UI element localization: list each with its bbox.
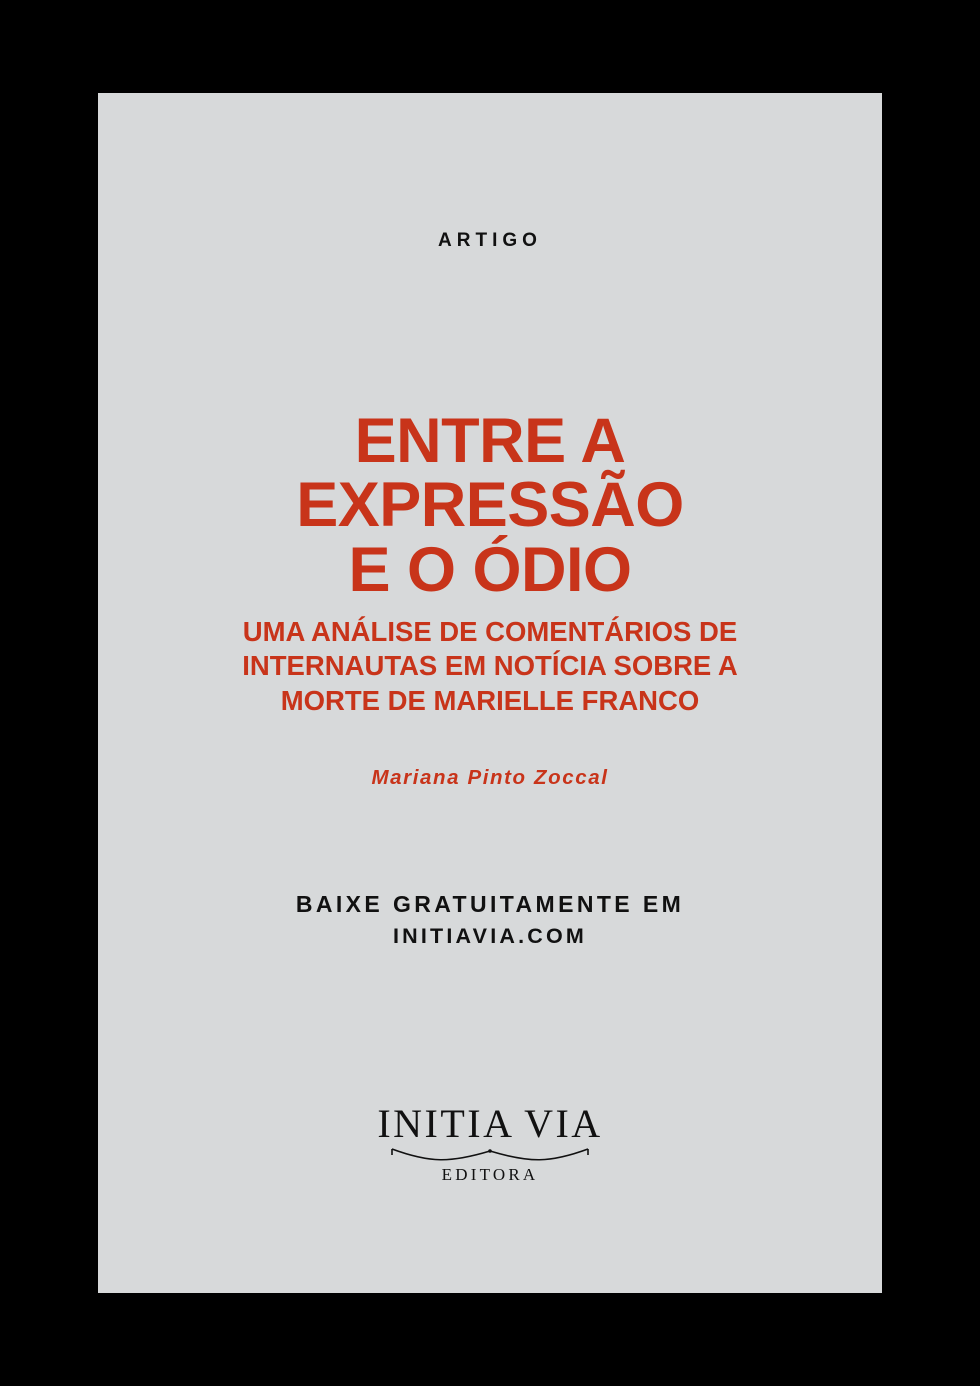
- publisher-name: INITIA VIA: [377, 1101, 603, 1146]
- download-callout: [296, 888, 684, 953]
- title-line-3: E O ÓDIO: [348, 534, 632, 605]
- decorative-flourish-icon: [390, 1146, 590, 1164]
- title-line-1: ENTRE A: [354, 406, 626, 476]
- publisher-subtitle: EDITORA: [441, 1165, 539, 1184]
- title-block: [98, 406, 882, 790]
- subtitle: UMA ANÁLISE DE COMENTÁRIOS DE INTERNAUTAS EM NOTÍCIA SOBRE A MORTE DE MARIELLE FRANCO: [242, 615, 738, 717]
- book-cover: [98, 93, 882, 1293]
- download-callout-line-1: BAIXE GRATUITAMENTE EM: [295, 890, 685, 917]
- title-line-2: EXPRESSÃO: [296, 470, 684, 541]
- kicker-label: ARTIGO: [438, 230, 542, 251]
- download-callout-website: INITIAVIA.COM: [392, 924, 588, 949]
- publisher-logo: [98, 1101, 882, 1185]
- author-name: Mariana Pinto Zoccal: [371, 765, 609, 789]
